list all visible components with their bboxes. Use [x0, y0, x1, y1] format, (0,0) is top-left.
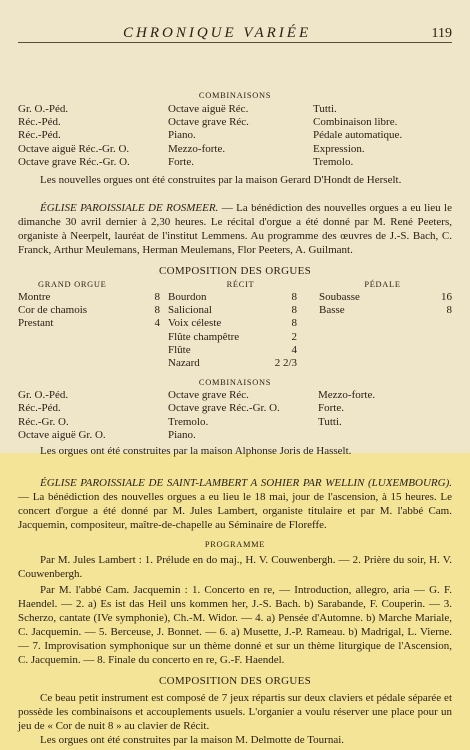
comb-col-3: Tutti. Combinaison libre. Pédale automatique. Expression. Tremolo. [313, 103, 403, 168]
composition-title-1: COMPOSITION DES ORGUES [158, 265, 312, 278]
stop-row: Soubasse 16 [319, 291, 452, 304]
programme-lambert: Par M. Jules Lambert : 1. Prélude en do maj., H. V. Couwenbergh. — 2. Prière du soir, H. V. Couwenbergh. [18, 554, 452, 581]
stop-row: Prestant 4 [18, 317, 160, 330]
instrument-description: Ce beau petit instrument est composé de 7 jeux répartis sur deux claviers et pédale séparée et possède les combinaisons et accouplements usuels. L'organier a voulu réserver une place pour un jeu de « Cor de nuit 8 » au clavier de Récit. [18, 692, 452, 733]
grand-orgue-heading: GRAND ORGUE [38, 280, 107, 290]
page-content [18, 18, 452, 747]
comb2-col-3: Mezzo-forte. Forte. Tutti. [318, 389, 376, 428]
builder-note-3: Les orgues ont été construites par la maison M. Delmotte de Tournai. [40, 734, 345, 747]
stops-table [18, 291, 452, 370]
page-number: 119 [431, 26, 452, 41]
stop-row: Cor de chamois 8 [18, 304, 160, 317]
programme-jacquemin: Par M. l'abbé Cam. Jacquemin : 1. Concerto en re, — Introduction, allegro, aria — G. F. Haendel. — 2. a) Es ist das Heil uns kommen her, J.-S. Bach. b) Sarabande, F. Couperin. — 3. Scherzo, cantate (IVe symphonie), Ch.-M. Widor. — 4. a) Pensée d'Automne. b) Marche Mariale, C. Jacquemin. — 5. Berceuse, J. Bonnet. — 6. a) Musette, J.-P. Rameau. b) Madrigal, L. Vierne. — 7. Improvisation symphonique sur un thème donné et sur un thème liturgique de l'Ascension, C. Jacquemin. — 8. Finale du concerto en re, G.-F. Haendel. [18, 584, 452, 667]
stop-row: Bourdon 8 [168, 291, 297, 304]
comb2-col-1: Gr. O.-Péd. Réc.-Péd. Réc.-Gr. O. Octave aiguë Gr. O. [18, 389, 106, 441]
composition-title-2: COMPOSITION DES ORGUES [158, 675, 312, 688]
comb-col-2: Octave aiguë Réc. Octave grave Réc. Piano. Mezzo-forte. Forte. [168, 103, 249, 168]
stop-row: Salicional 8 [168, 304, 297, 317]
stop-column-headings [18, 280, 452, 289]
grand-orgue-stops [18, 291, 168, 370]
running-header [18, 18, 452, 43]
recit-stops [168, 291, 313, 370]
comb2-col-2: Octave grave Réc. Octave grave Réc.-Gr. O. Tremolo. Piano. [168, 389, 280, 441]
combinaisons-table-2 [18, 389, 452, 442]
comb-col-1: Gr. O.-Péd. Réc.-Péd. Réc.-Péd. Octave aiguë Réc.-Gr. O. Octave grave Réc.-Gr. O. [18, 103, 130, 168]
rosmeer-text: — La bénédiction des nouvelles orgues a eu lieu le dimanche 30 avril dernier à 2,30 heures. Le récital d'orgue a été donné par M. René Peeters, organiste à Neerpelt, lauréat de l'institut Lemmens. Au programme des œuvres de J.-S. Bach, C. Franck, Arthur Meulemans, Herman Meulemans, Flor Peeters, A. Guilmant. [18, 202, 452, 257]
stop-row: Basse 8 [319, 304, 452, 317]
stop-row: Nazard 2 2/3 [168, 357, 297, 370]
combinaisons-table-top [18, 103, 452, 169]
stop-row: Montre 8 [18, 291, 160, 304]
running-title: CHRONIQUE VARIÉE [123, 25, 312, 41]
programme-label: PROGRAMME [204, 540, 266, 550]
rosmeer-paragraph [18, 201, 452, 257]
builder-note-2: Les orgues ont été construites par la maison Alphonse Joris de Hasselt. [40, 445, 352, 458]
combinaisons-label-2: COMBINAISONS [198, 378, 272, 388]
rosmeer-heading: ÉGLISE PAROISSIALE DE ROSMEER. [40, 202, 219, 215]
recit-heading: RÉCIT [226, 280, 255, 290]
pedale-heading: PÉDALE [364, 280, 401, 290]
stop-row: Voix céleste 8 [168, 317, 297, 330]
combinaisons-label: COMBINAISONS [198, 91, 272, 100]
wellin-heading: ÉGLISE PAROISSIALE DE SAINT-LAMBERT A SOHIER PAR WELLIN (LUXEMBOURG). [40, 477, 452, 490]
stop-row: Flûte champêtre 2 [168, 330, 297, 343]
wellin-paragraph [18, 476, 452, 532]
builder-note-1: Les nouvelles orgues ont été construites par la maison Gerard D'Hondt de Herselt. [40, 174, 402, 187]
wellin-text: — La bénédiction des nouvelles orgues a eu lieu le 18 mai, jour de l'ascension, à 15 heures. Le concert d'orgue a été donné par M. Jules Lambert, organiste titulaire et par M. l'abbé Cam. Jacquemin, compositeur, maître-de-chapelle au Séminaire de Floreffe. [18, 491, 452, 532]
pedale-stops [313, 291, 452, 370]
stop-row: Flûte 4 [168, 343, 297, 356]
